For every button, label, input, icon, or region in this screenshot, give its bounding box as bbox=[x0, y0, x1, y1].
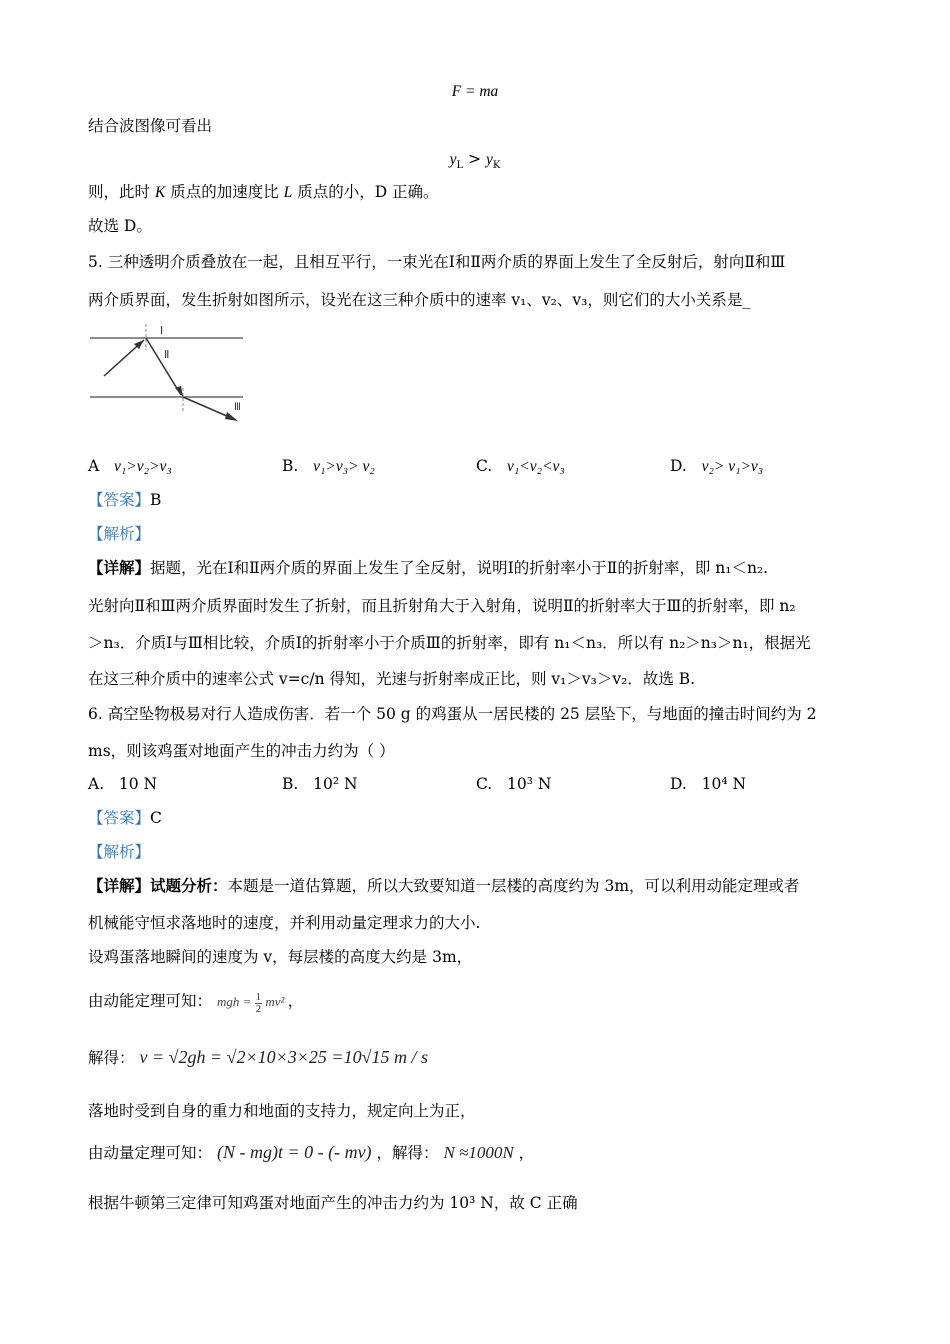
energy-formula: mgh = $\frac{1}{2}$ mv² bbox=[216, 990, 285, 1015]
equation-f-ma: F = ma bbox=[451, 83, 499, 100]
choose-d-text: 故选 D。 bbox=[88, 217, 152, 235]
q5-option-c: C. v₁<v₂<v₃ bbox=[476, 457, 565, 475]
fig-label-1: Ⅰ bbox=[160, 325, 164, 337]
q6-stem-line1: 6. 高空坠物极易对行人造成伤害．若一个 50 g 的鸡蛋从一居民楼的 25 层坠下，与地面的撞击时间约为 2 bbox=[88, 705, 817, 723]
q5-analysis-tag: 【解析】 bbox=[88, 525, 151, 543]
q5-answer: 【答案】B bbox=[88, 491, 162, 509]
q6-option-d: D. 10⁴ N bbox=[670, 775, 747, 793]
q6-answer: 【答案】C bbox=[88, 809, 162, 827]
q5-option-a: A v₁>v₂>v₃ bbox=[88, 457, 172, 475]
q5-stem-line1: 5. 三种透明介质叠放在一起，且相互平行，一束光在Ⅰ和Ⅱ两介质的界面上发生了全反射后，射向Ⅱ和Ⅲ bbox=[88, 253, 786, 271]
q6-momentum-theorem: 由动量定理可知： (N - mg)t = 0 - (- mv) ，解得： N ≈1000N ， bbox=[88, 1142, 535, 1162]
energy-fraction: $\frac{1}{2}$ bbox=[255, 990, 262, 1015]
fig-label-2: Ⅱ bbox=[164, 349, 170, 361]
q5-option-b: B. v₁>v₃> v₂ bbox=[282, 457, 375, 475]
q6-option-a: A. 10 N bbox=[88, 775, 158, 793]
q6-detail-line1: 【详解】试题分析：本题是一道估算题，所以大致要知道一层楼的高度约为 3m，可以利用动能定理或者 bbox=[88, 876, 800, 895]
q6-detail-line3: 设鸡蛋落地瞬间的速度为 v，每层楼的高度大约是 3m， bbox=[88, 948, 473, 966]
q5-stem-line2: 两介质界面，发生折射如图所示，设光在这三种介质中的速率 v₁、v₂、v₃，则它们的大小关系是_ bbox=[88, 291, 751, 309]
fig-label-3: Ⅲ bbox=[234, 402, 241, 413]
q6-energy-theorem: 由动能定理可知： mgh = $\frac{1}{2}$ mv² ， bbox=[88, 990, 304, 1015]
velocity-formula: v = √2gh = √2×10×3×25 =10√15 m / s bbox=[139, 1047, 428, 1067]
q6-conclusion: 根据牛顿第三定律可知鸡蛋对地面产生的冲击力约为 10³ N，故 C 正确 bbox=[88, 1194, 578, 1212]
q5-detail-line2: 光射向Ⅱ和Ⅲ两介质界面时发生了折射，而且折射角大于入射角，说明Ⅱ的折射率大于Ⅲ的折射率，即 n₂ bbox=[88, 597, 796, 615]
q6-detail-line2: 机械能守恒求落地时的速度，并利用动量定理求力的大小. bbox=[88, 914, 481, 932]
conclusion-k-l: 则，此时 K 质点的加速度比 L 质点的小，D 正确。 bbox=[88, 183, 439, 201]
q6-option-b: B. 10² N bbox=[282, 775, 358, 793]
q6-solve-velocity: 解得： v = √2gh = √2×10×3×25 =10√15 m / s bbox=[88, 1047, 428, 1067]
comparison-yL-yK: $y_L > y_K$ bbox=[449, 150, 501, 172]
q5-refraction-figure bbox=[88, 322, 248, 426]
momentum-result: N ≈1000N bbox=[443, 1143, 514, 1162]
q6-support-force: 落地时受到自身的重力和地面的支持力，规定向上为正， bbox=[88, 1102, 476, 1120]
wave-text: 结合波图像可看出 bbox=[88, 117, 213, 135]
momentum-formula: (N - mg)t = 0 - (- mv) bbox=[216, 1142, 372, 1162]
q6-option-c: C. 10³ N bbox=[476, 775, 552, 793]
q5-detail-line3: ＞n₃．介质Ⅰ与Ⅲ相比较，介质Ⅰ的折射率小于介质Ⅲ的折射率，即有 n₁＜n₃．所以有 n₂＞n₃＞n₁，根据光 bbox=[88, 634, 811, 652]
q5-option-d: D. v₂> v₁>v₃ bbox=[670, 457, 764, 475]
q5-detail-line1: 【详解】据题，光在Ⅰ和Ⅱ两介质的界面上发生了全反射，说明Ⅰ的折射率小于Ⅱ的折射率，即 n₁＜n₂. bbox=[88, 558, 769, 577]
q6-stem-line2: ms，则该鸡蛋对地面产生的冲击力约为（ ） bbox=[88, 742, 395, 760]
q6-analysis-tag: 【解析】 bbox=[88, 843, 151, 861]
q5-detail-line4: 在这三种介质中的速率公式 v=c/n 得知，光速与折射率成正比，则 v₁＞v₃＞v₂．故选 B. bbox=[88, 670, 696, 688]
